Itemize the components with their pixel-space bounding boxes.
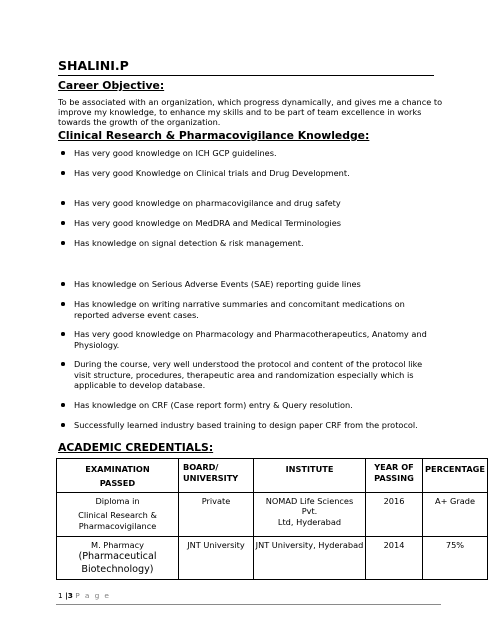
knowledge-item: Has knowledge on Serious Adverse Events (SAE) reporting guide lines <box>74 279 434 290</box>
cell-board-text: Private <box>201 496 231 506</box>
col-percentage-header-text: PERCENTAGE <box>425 464 485 474</box>
table-header-row <box>57 459 488 493</box>
page-footer <box>58 591 110 601</box>
col-exam-header <box>57 459 179 493</box>
table-row <box>57 537 488 580</box>
col-board-header-line1: BOARD/ <box>183 462 219 472</box>
knowledge-item: During the course, very well understood the protocol and content of the protocol like visit structure, procedures, therapeutic area and randomization especially which is applicable to develop database. <box>74 359 434 391</box>
cell-institute-line2: Ltd, Hyderabad <box>277 516 342 527</box>
col-institute-header <box>254 459 366 493</box>
knowledge-item: Has very good knowledge on Pharmacology and Pharmacotherapeutics, Anatomy and Physiology. <box>74 329 434 350</box>
knowledge-item: Has knowledge on writing narrative summaries and concomitant medications on reported adverse event cases. <box>74 299 434 320</box>
cell-percentage <box>423 493 488 537</box>
career-objective-heading <box>58 79 164 93</box>
cell-exam <box>57 537 179 580</box>
cell-percentage <box>423 537 488 580</box>
knowledge-item: Has knowledge on CRF (Case report form) entry & Query resolution. <box>74 400 434 411</box>
knowledge-item: Has very good Knowledge on Clinical trials and Drug Development. <box>74 168 434 179</box>
knowledge-heading-text: Clinical Research & Pharmacovigilance Knowledge <box>58 129 366 142</box>
cell-institute-line1: JNT University, Hyderabad <box>255 540 364 550</box>
col-board-header-line2: UNIVERSITY <box>183 473 239 483</box>
knowledge-item: Successfully learned industry based training to design paper CRF from the protocol. <box>74 420 434 431</box>
academic-heading-colon: : <box>208 441 214 454</box>
knowledge-heading <box>58 129 369 143</box>
knowledge-item: Has very good knowledge on MedDRA and Medical Terminologies <box>74 218 434 229</box>
footer-page-word: P a g e <box>75 591 111 600</box>
cell-institute <box>254 493 366 537</box>
col-year-header-line1: YEAR OF <box>374 462 414 472</box>
knowledge-item: Has knowledge on signal detection & risk management. <box>74 238 434 249</box>
candidate-name: SHALINI.P <box>58 58 434 76</box>
career-objective-heading-text: Career Objective: <box>58 79 165 92</box>
cell-percentage-text: A+ Grade <box>434 496 476 506</box>
cell-exam-line1: M. Pharmacy <box>91 540 144 550</box>
cell-board <box>179 537 254 580</box>
cell-year <box>366 537 423 580</box>
col-board-header <box>179 459 254 493</box>
table-row <box>57 493 488 537</box>
cell-board-text: JNT University <box>187 540 245 550</box>
cell-exam-line2: (Pharmaceutical <box>78 551 157 563</box>
cell-exam-line3: Pharmacovigilance <box>78 520 157 531</box>
knowledge-item: Has very good knowledge on ICH GCP guidelines. <box>74 148 434 159</box>
col-percentage-header <box>423 459 488 493</box>
cell-exam-line3: Biotechnology) <box>81 564 154 576</box>
cell-board <box>179 493 254 537</box>
cell-year-text: 2014 <box>383 540 405 550</box>
cell-exam-line2: Clinical Research & <box>78 510 157 521</box>
col-year-header-line2: PASSING <box>374 473 414 483</box>
footer-page-count: 3 <box>67 591 73 600</box>
academic-heading-text: ACADEMIC CREDENTIALS <box>58 441 209 454</box>
cell-exam <box>57 493 179 537</box>
career-objective-text: To be associated with an organization, which progress dynamically, and gives me a chance to improve my knowledge, to enhance my skills and to be part of team excellence in works towards the growth of the organization. <box>58 97 443 128</box>
col-year-header <box>366 459 423 493</box>
footer-page-number: 1 <box>58 591 63 600</box>
cell-exam-line1: Diploma in <box>95 496 140 506</box>
footer-divider <box>56 604 441 605</box>
cell-year <box>366 493 423 537</box>
cell-percentage-text: 75% <box>445 540 465 550</box>
col-exam-header-line2: PASSED <box>99 478 136 488</box>
col-institute-header-text: INSTITUTE <box>285 464 334 474</box>
academic-heading <box>58 441 213 455</box>
footer-separator: | <box>65 591 68 600</box>
academic-table <box>56 458 488 580</box>
cell-institute-line1: NOMAD Life Sciences Pvt. <box>265 496 354 517</box>
cell-institute <box>254 537 366 580</box>
col-exam-header-line1: EXAMINATION <box>85 464 150 474</box>
knowledge-item: Has very good knowledge on pharmacovigilance and drug safety <box>74 198 434 209</box>
cell-year-text: 2016 <box>383 496 405 506</box>
knowledge-heading-colon: : <box>365 129 370 142</box>
